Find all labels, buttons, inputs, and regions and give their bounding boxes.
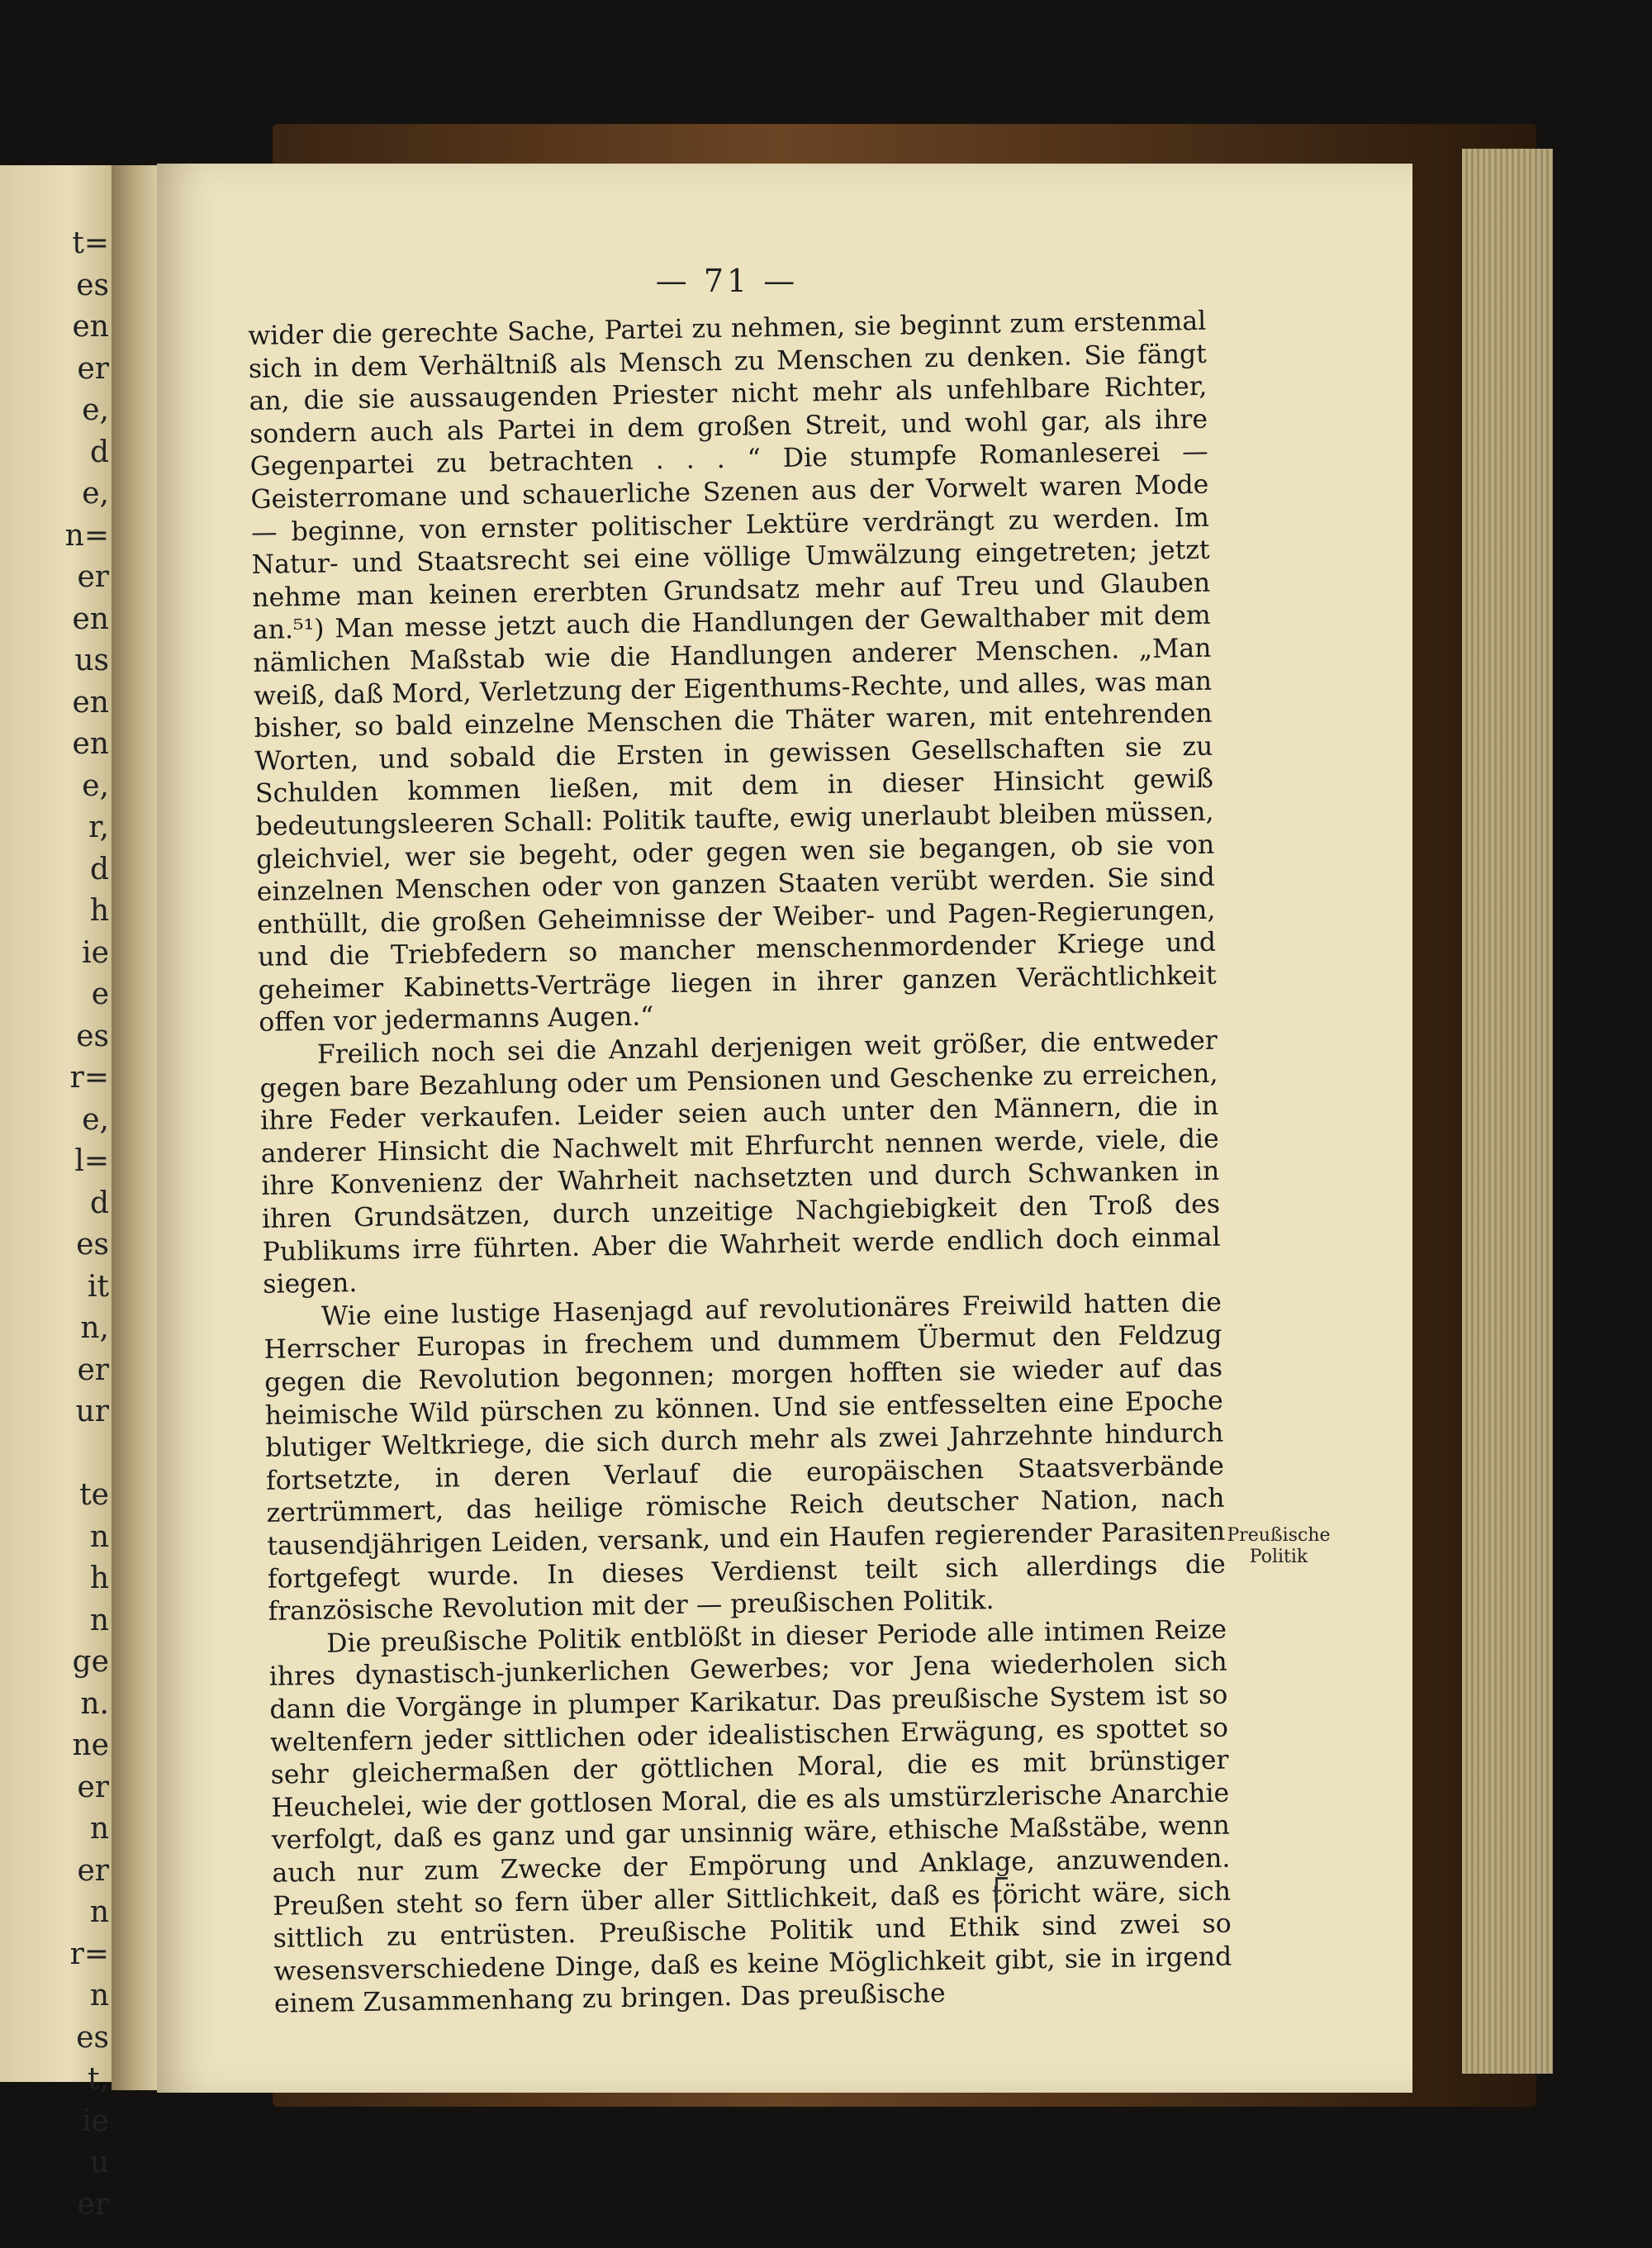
left-page [0, 165, 116, 2222]
paragraph: Die preußische Politik entblößt in dieser Periode alle intimen Reize ihres dynastisch-junkerlichen Gewerbes; vor Jena wiederholen sich dann die Vorgänge in plumper Karikatur. Das preußische System ist so weltenfern jeder sittlichen oder idealistischen Erwägung, es spottet so sehr gleichermaßen der göttlichen Moral, die es mit brünstiger Heuchelei, wie der gottlosen Moral, die es als umstürzlerische Anarchie verfolgt, daß es ganz und gar unsinnig wäre, ethische Maßstäbe, wenn auch nur zum Zwecke der Empörung und Anklage, anzuwenden. Preußen steht so fern über aller Sittlichkeit, daß es töricht wäre, sich sittlich zu entrüsten. Preußische Politik und Ethik sind zwei so wesensverschiedene Dinge, daß es keine Möglichkeit gibt, sie in irgend einem Zusammenhang zu bringen. Das preußische [268, 1614, 1232, 2020]
paragraph: wider die gerechte Sache, Partei zu nehmen, sie beginnt zum erstenmal sich in dem Verhältniß als Mensch zu Menschen zu denken. Sie fängt an, die sie aussaugenden Priester nicht mehr als unfehlbare Richter, sondern auch als Partei in dem großen Streit, und wohl gar, als ihre Gegenpartei zu betrachten . . . “ Die stumpfe Romanleserei — Geisterromane und schauerliche Szenen aus der Vorwelt waren Mode — beginne, von ernster politischer Lektüre verdrängt zu werden. Im Natur- und Staatsrecht sei eine völlige Umwälzung eingetreten; jetzt nehme man keinen ererbten Grundsatz mehr auf Treu und Glauben an.⁵¹) Man messe jetzt auch die Handlungen der Gewalthaber mit dem nämlichen Maßstab wie die Handlungen anderer Menschen. „Man weiß, daß Mord, Verletzung der Eigenthums-Rechte, und alles, was man bisher, so bald einzelne Menschen die Thäter waren, mit entehrenden Worten, und sobald die Ersten in gewissen Gesellschaften sie zu Schulden kommen ließen, mit dem in dieser Hinsicht gewiß bedeutungsleeren Schall: Politik taufte, ewig unerlaubt bleiben müssen, gleichviel, wer sie begeht, oder gegen wen sie begangen, ob sie von einzelnen Menschen oder von ganzen Staaten verübt werden. Sie sind enthüllt, die großen Geheimnisse der Weiber- und Pagen-Regierungen, und die Triebfedern so mancher menschenmordender Kriege und geheimer Kabinetts-Verträge liegen in ihrer ganzen Verächtlichkeit offen vor jedermanns Augen.“ [248, 306, 1217, 1038]
margin-note: Preußische Politik [1227, 1525, 1331, 1567]
paragraph: Freilich noch sei die Anzahl derjenigen weit größer, die entweder gegen bare Bezahlung oder um Pensionen und Geschenke zu erreichen, ihre Feder verkaufen. Leider seien auch unter den Männern, die in anderer Hinsicht die Nachwelt mit Ehrfurcht nennen werde, viele, die ihre Konvenienz der Wahrheit nachsetzten und durch Schwanken in ihren Grundsätzen, durch unzeitige Nachgiebigkeit den Troß des Publikums irre führten. Aber die Wahrheit werde endlich doch einmal siegen. [259, 1025, 1221, 1300]
paragraph: Wie eine lustige Hasenjagd auf revolutionäres Freiwild hatten die Herrscher Europas in frechem und dummem Übermut den Feldzug gegen die Revolution begonnen; morgen hofften sie wieder auf das heimische Wild pürschen zu können. Und sie entfesselten eine Epoche blutiger Weltkriege, die sich durch mehr als zwei Jahrzehnte hindurch fortsetzte, in deren Verlauf die europäischen Staatsverbände zertrümmert, das heilige römische Reich deutscher Nation, nach tausendjährigen Leiden, versank, und ein Haufen regierender Parasiten fortgefegt wurde. In dieses Verdienst teilt sich allerdings die französische Revolution mit der — preußischen Politik. [263, 1287, 1227, 1627]
page-number: — 71 — [655, 263, 799, 299]
left-page-fragments: t= es en er e, d e, n= er en us en en e, r, d h ie e es r= e, l= d es it n, er ur te n h n ge n. ne er n er n r= n es t, ie u er [64, 226, 109, 2222]
body-text [248, 306, 1232, 2022]
pencil-bracket-mark [995, 1877, 1008, 1913]
page-edges [1462, 149, 1553, 2074]
